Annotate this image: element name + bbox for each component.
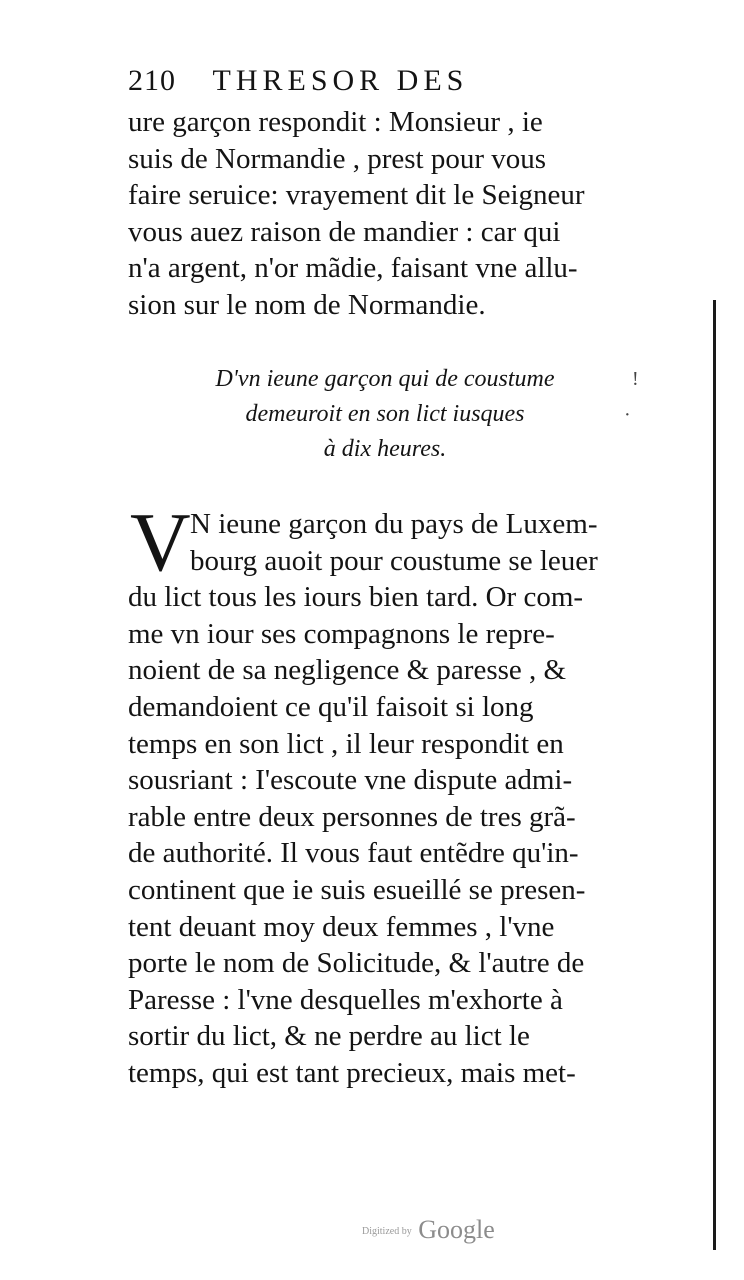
margin-speck: ! <box>632 368 639 390</box>
watermark-brand: Google <box>418 1215 495 1244</box>
text-line: porte le nom de Solicitude, & l'autre de <box>128 947 585 980</box>
text-line: sion sur le nom de Normandie. <box>128 288 486 321</box>
text-line: N ieune garçon du pays de Luxem- <box>190 508 598 540</box>
text-line: suis de Normandie , prest pour vous <box>128 142 547 175</box>
page-gutter-edge <box>713 300 716 1250</box>
text-line: sortir du lict, & ne perdre au lict le <box>128 1020 530 1053</box>
anecdote-heading <box>150 362 620 467</box>
page-number: 210 <box>128 64 176 97</box>
text-line: temps en son lict , il leur respondit en <box>128 727 564 760</box>
text-line: de authorité. Il vous faut entẽdre qu'in- <box>128 837 579 870</box>
text-line: faire seruice: vrayement dit le Seigneur <box>128 179 585 212</box>
text-line: Paresse : l'vne desquelles m'exhorte à <box>128 983 563 1016</box>
heading-line: à dix heures. <box>323 436 447 462</box>
page-header <box>128 66 468 96</box>
text-line: noient de sa negligence & paresse , & <box>128 654 567 687</box>
text-line: me vn iour ses compagnons le repre- <box>128 617 555 650</box>
text-line: du lict tous les iours bien tard. Or com- <box>128 581 584 614</box>
running-title: THRESOR DES <box>212 64 469 97</box>
text-line: rable entre deux personnes de tres grã- <box>128 800 576 833</box>
text-line: n'a argent, n'or mãdie, faisant vne allu- <box>128 252 578 285</box>
heading-line: D'vn ieune garçon qui de coustume <box>215 366 555 392</box>
continued-paragraph <box>128 104 648 324</box>
anecdote-paragraph <box>128 496 648 1092</box>
text-line: ure garçon respondit : Monsieur , ie <box>128 106 543 138</box>
text-line: bourg auoit pour coustume se leuer <box>190 544 598 577</box>
text-line: temps, qui est tant precieux, mais met- <box>128 1056 576 1089</box>
text-line: demandoient ce qu'il faisoit si long <box>128 690 534 723</box>
text-line: continent que ie suis esueillé se presen- <box>128 873 586 906</box>
text-line: sousriant : I'escoute vne dispute admi- <box>128 764 573 797</box>
text-line: vous auez raison de mandier : car qui <box>128 215 561 248</box>
drop-cap: V <box>130 496 191 589</box>
text-line: tent deuant moy deux femmes , l'vne <box>128 910 555 943</box>
margin-speck: · <box>624 404 631 426</box>
watermark-prefix: Digitized by <box>362 1226 412 1237</box>
heading-line: demeuroit en son lict iusques <box>245 401 525 427</box>
digitization-watermark <box>362 1215 495 1245</box>
